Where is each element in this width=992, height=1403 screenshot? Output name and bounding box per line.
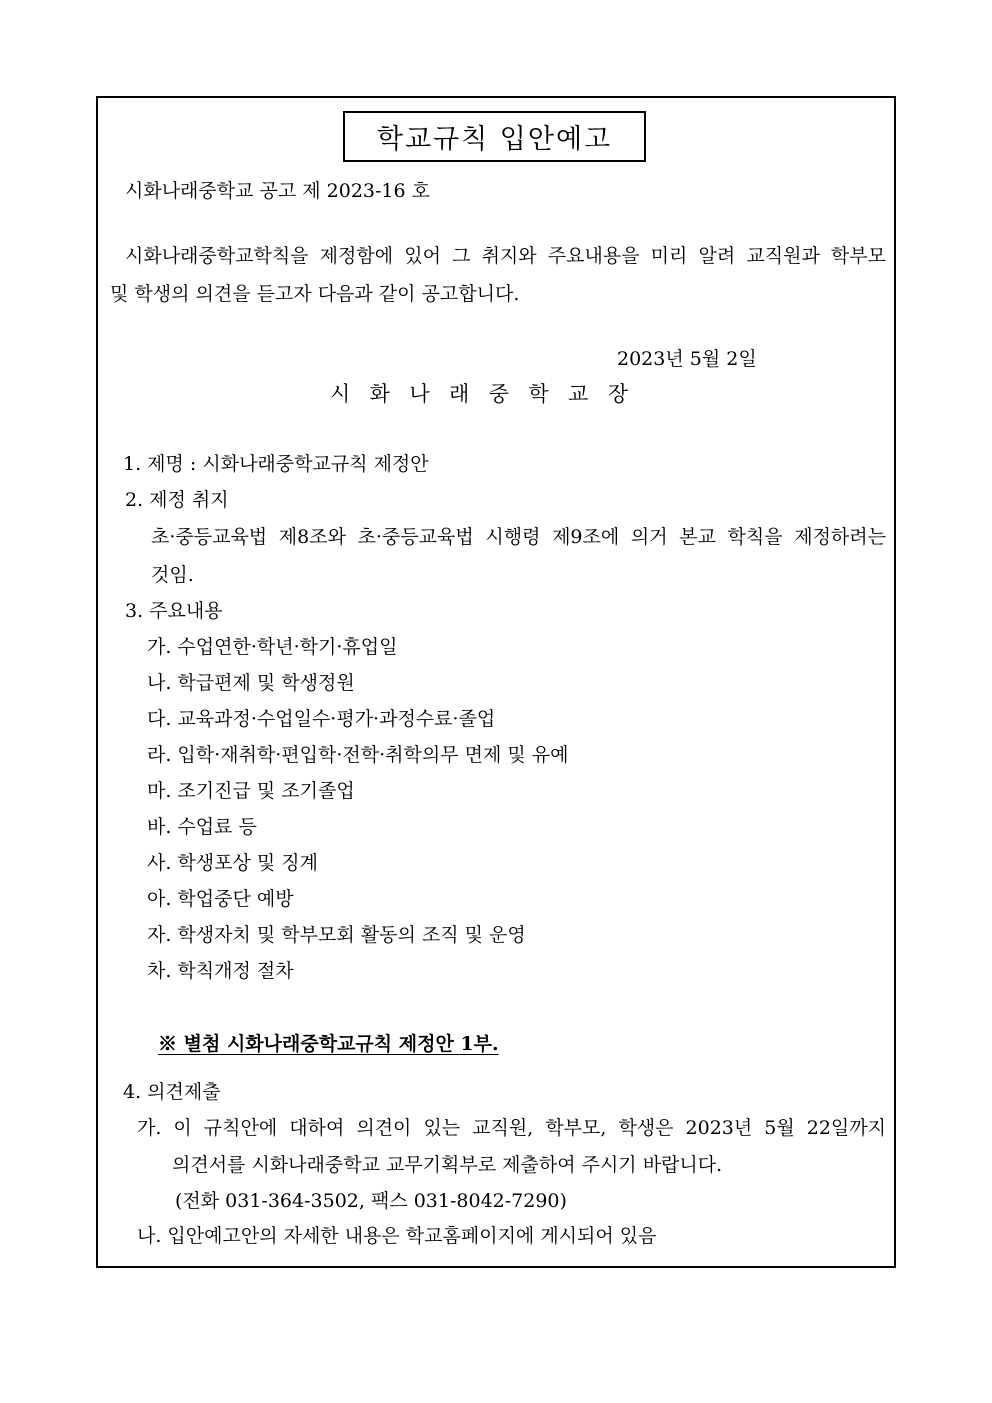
principal-char: 나 [409,382,430,406]
document-title: 학교규칙 입안예고 [343,111,646,162]
list-item: 나. 학급편제 및 학생정원 [147,672,355,694]
intro-line-2: 및 학생의 의견을 듣고자 다음과 같이 공고합니다. [110,283,520,305]
principal-char: 시 [330,382,351,406]
principal-signature [330,378,628,408]
principal-char: 중 [488,382,509,406]
principal-char: 교 [568,382,589,406]
list-item: 마. 조기진급 및 조기졸업 [147,780,355,802]
list-item: 차. 학칙개정 절차 [147,960,294,982]
section-3-heading: 3. 주요내용 [125,600,223,622]
notice-number: 시화나래중학교 공고 제 2023-16 호 [125,180,431,202]
section-1-title: 1. 제명 : 시화나래중학교규칙 제정안 [123,453,429,475]
section-2-heading: 2. 제정 취지 [125,489,229,511]
section-2-line-2: 것임. [151,564,194,586]
contact-info: (전화 031-364-3502, 팩스 031-8042-7290) [175,1190,567,1212]
principal-char: 장 [607,382,628,406]
principal-char: 화 [369,382,390,406]
list-item: 가. 수업연한·학년·학기·휴업일 [147,636,398,658]
list-item: 다. 교육과정·수업일수·평가·과정수료·졸업 [147,708,496,730]
section-4-item-a-line-2: 의견서를 시화나래중학교 교무기획부로 제출하여 주시기 바랍니다. [172,1154,723,1176]
section-4-item-b: 나. 입안예고안의 자세한 내용은 학교홈페이지에 게시되어 있음 [137,1225,657,1247]
principal-char: 학 [528,382,549,406]
list-item: 아. 학업중단 예방 [147,888,294,910]
section-2-line-1: 초·중등교육법 제8조와 초·중등교육법 시행령 제9조에 의거 본교 학칙을 제정하려는 [151,526,886,548]
notice-date: 2023년 5월 2일 [617,348,757,370]
section-4-heading: 4. 의견제출 [123,1081,221,1103]
list-item: 바. 수업료 등 [147,816,257,838]
principal-char: 래 [449,382,470,406]
section-4-item-a-line-1: 가. 이 규칙안에 대하여 의견이 있는 교직원, 학부모, 학생은 2023년 5월 22일까지 [137,1117,886,1139]
list-item: 사. 학생포상 및 징계 [147,852,318,874]
attachment-note: ※ 별첨 시화나래중학교규칙 제정안 1부. [158,1033,499,1055]
list-item: 자. 학생자치 및 학부모회 활동의 조직 및 운영 [147,924,526,946]
list-item: 라. 입학·재취학·편입학·전학·취학의무 면제 및 유예 [147,744,569,766]
intro-line-1: 시화나래중학교학칙을 제정함에 있어 그 취지와 주요내용을 미리 알려 교직원과 학부모 [125,245,886,267]
